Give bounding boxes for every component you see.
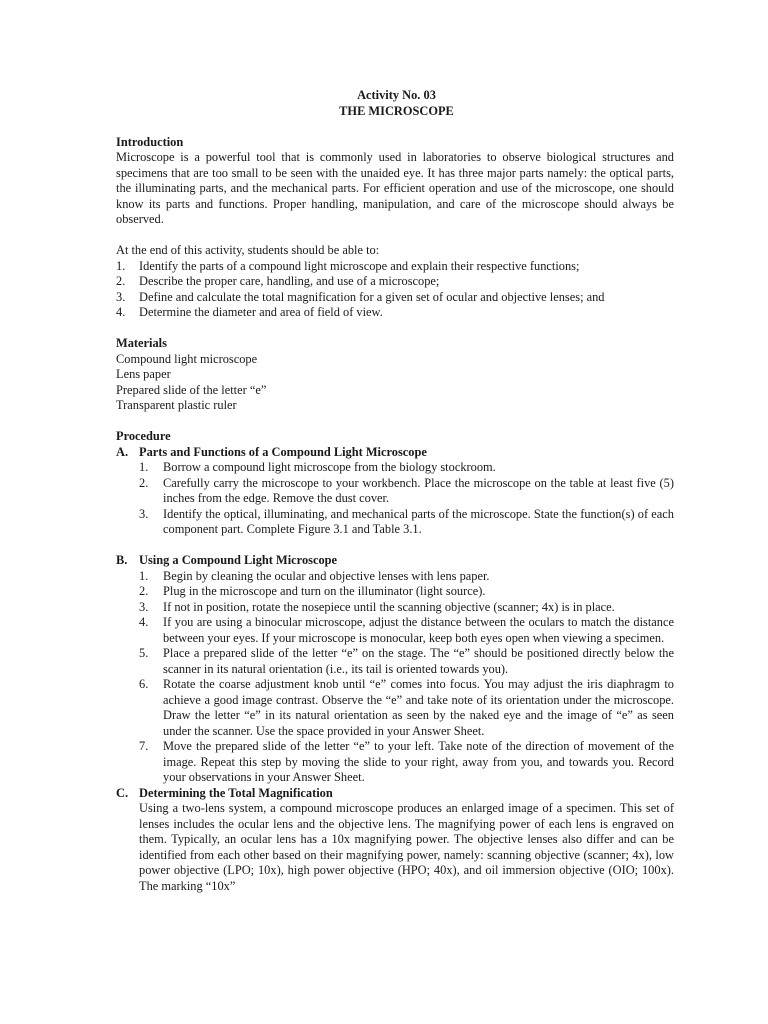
step-text: Plug in the microscope and turn on the illuminator (light source). <box>163 584 486 598</box>
section-b-header <box>116 553 674 569</box>
procedure-step <box>139 677 674 739</box>
step-number: 4. <box>139 615 149 629</box>
step-number: 5. <box>139 646 149 660</box>
step-text: Begin by cleaning the ocular and objective lenses with lens paper. <box>163 568 490 583</box>
procedure-step <box>139 476 674 507</box>
material-item: Prepared slide of the letter “e” <box>116 382 267 397</box>
section-c-paragraph: Using a two-lens system, a compound microscope produces an enlarged image of a specimen. This set of lenses includes the ocular lens and the objective lens. The magnifying power of each lens is engraved on them. Typically, an ocular lens has a 10x magnifying power. The objective lenses also differ and can be identified from each other based on their magnifying power, namely: scanning objective (scanner; 4x), low power objective (LPO; 10x), high power objective (HPO; 40x), and oil immersion objective (OIO; 100x). The marking “10x” <box>139 801 674 893</box>
objective-text: Determine the diameter and area of field of view. <box>139 305 383 319</box>
section-c-header <box>116 786 674 802</box>
objective-item <box>116 305 674 321</box>
step-text: Place a prepared slide of the letter “e” on the stage. The “e” should be positioned directly below the scanner in its natural orientation (i.e., its tail is oriented towards you). <box>163 646 674 676</box>
objective-number: 4. <box>116 305 126 319</box>
step-number: 6. <box>139 677 149 691</box>
objective-number: 2. <box>116 274 126 288</box>
step-text: If you are using a binocular microscope, adjust the distance between the oculars to match the distance between your eyes. If your microscope is monocular, keep both eyes open when viewing a specimen. <box>163 615 674 645</box>
procedure-heading: Procedure <box>116 429 171 443</box>
step-number: 7. <box>139 739 149 753</box>
materials-heading: Materials <box>116 336 167 350</box>
activity-number: Activity No. 03 <box>357 88 436 102</box>
step-text: Identify the optical, illuminating, and mechanical parts of the microscope. State the function(s) of each component part. Complete Figure 3.1 and Table 3.1. <box>163 506 674 536</box>
section-letter: A. <box>116 444 129 459</box>
section-title: Determining the Total Magnification <box>139 785 333 800</box>
objective-item <box>116 259 674 275</box>
document-content <box>116 88 674 894</box>
objectives-lead: At the end of this activity, students should be able to: <box>116 243 380 257</box>
objective-number: 3. <box>116 289 126 304</box>
step-number: 2. <box>139 584 149 598</box>
material-item: Lens paper <box>116 367 171 381</box>
section-a-header <box>116 445 674 461</box>
introduction-paragraph: Microscope is a powerful tool that is commonly used in laboratories to observe biological structures and specimens that are too small to be seen with the unaided eye. It has three major parts namely: the optical parts, the illuminating parts, and the mechanical parts. For efficient operation and use of the microscope, one should know its parts and functions. Proper handling, manipulation, and care of the microscope should always be observed. <box>116 150 674 226</box>
procedure-step <box>139 507 674 538</box>
step-text: Move the prepared slide of the letter “e” to your left. Take note of the direction of movement of the image. Repeat this step by moving the slide to your right, away from you, and towards you. Record your observations in your Answer Sheet. <box>163 739 674 784</box>
section-b-steps <box>139 569 674 786</box>
step-number: 2. <box>139 475 149 490</box>
objective-number: 1. <box>116 258 126 273</box>
section-title: Parts and Functions of a Compound Light Microscope <box>139 444 427 459</box>
step-number: 3. <box>139 599 149 614</box>
objective-text: Identify the parts of a compound light microscope and explain their respective functions; <box>139 258 580 273</box>
objective-text: Define and calculate the total magnification for a given set of ocular and objective lenses; and <box>139 289 605 304</box>
procedure-step <box>139 646 674 677</box>
section-letter: B. <box>116 553 128 567</box>
material-item: Transparent plastic ruler <box>116 398 237 412</box>
page-title: THE MICROSCOPE <box>339 103 454 118</box>
procedure-step <box>139 569 674 585</box>
step-number: 3. <box>139 506 149 521</box>
section-a-steps <box>139 460 674 538</box>
objective-text: Describe the proper care, handling, and use of a microscope; <box>139 274 440 288</box>
step-text: Carefully carry the microscope to your workbench. Place the microscope on the table at least five (5) inches from the edge. Remove the dust cover. <box>163 475 674 505</box>
procedure-step <box>139 739 674 786</box>
introduction-heading: Introduction <box>116 134 184 149</box>
section-title: Using a Compound Light Microscope <box>139 553 338 567</box>
step-number: 1. <box>139 568 149 583</box>
step-text: Borrow a compound light microscope from the biology stockroom. <box>163 460 496 474</box>
section-letter: C. <box>116 785 129 800</box>
step-number: 1. <box>139 460 149 474</box>
procedure-step <box>139 584 674 600</box>
procedure-step <box>139 600 674 616</box>
objective-item <box>116 274 674 290</box>
objective-item <box>116 290 674 306</box>
material-item: Compound light microscope <box>116 351 258 366</box>
step-text: Rotate the coarse adjustment knob until “e” comes into focus. You may adjust the iris diaphragm to achieve a good image contrast. Observe the “e” and take note of its orientation under the microscope. Draw the letter “e” in its natural orientation as seen by the naked eye and the image of “e” as seen under the scanner. Use the space provided in your Answer Sheet. <box>163 677 674 738</box>
step-text: If not in position, rotate the nosepiece until the scanning objective (scanner; 4x) is in place. <box>163 599 615 614</box>
procedure-step <box>139 615 674 646</box>
procedure-step <box>139 460 674 476</box>
